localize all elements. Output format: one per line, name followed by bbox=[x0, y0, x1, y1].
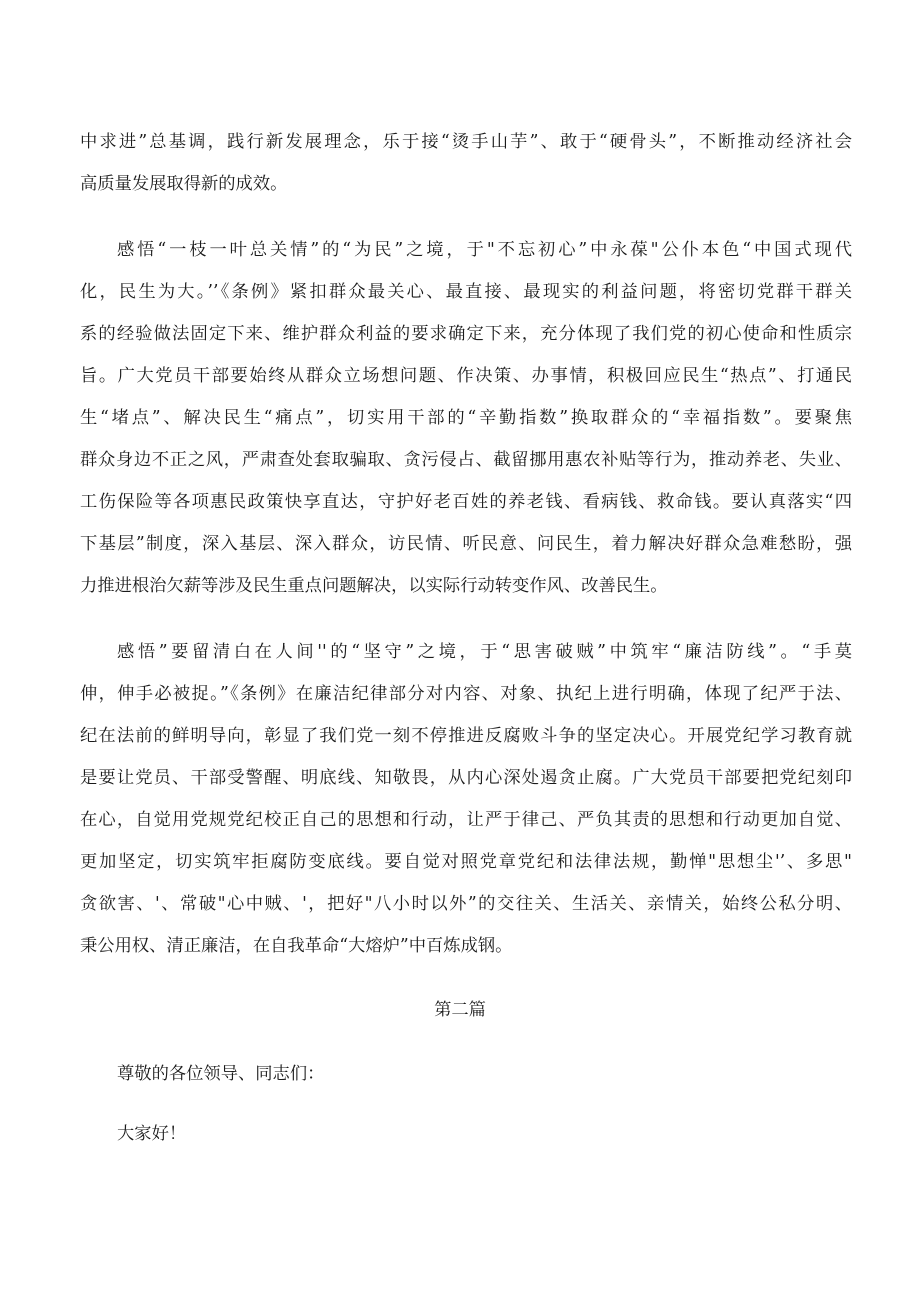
paragraph-3-line-2: 伸，伸手必被捉。”《条例》在廉洁纪律部分对内容、对象、执纪上进行明确，体现了纪严于法、 bbox=[80, 684, 852, 704]
paragraph-2-line-7: 工伤保险等各项惠民政策快享直达，守护好老百姓的养老钱、看病钱、救命钱。要认真落实“四 bbox=[80, 492, 852, 512]
paragraph-1-line-2: 高质量发展取得新的成效。 bbox=[80, 174, 288, 194]
greeting: 大家好！ bbox=[117, 1124, 187, 1144]
paragraph-3-line-3: 纪在法前的鲜明导向，彰显了我们党一刻不停推进反腐败斗争的坚定决心。开展党纪学习教育就 bbox=[80, 726, 852, 746]
paragraph-2-line-9: 力推进根治欠薪等涉及民生重点问题解决，以实际行动转变作风、改善民生。 bbox=[80, 576, 668, 596]
paragraph-2-line-6: 群众身边不正之风，严肃查处套取骗取、贪污侵占、截留挪用惠农补贴等行为，推动养老、失业、 bbox=[80, 450, 852, 470]
paragraph-3-line-8: 秉公用权、清正廉洁，在自我革命“大熔炉”中百炼成钢。 bbox=[80, 936, 513, 956]
paragraph-2-line-1: 感悟“一枝一叶总关情”的“为民”之境，于"不忘初心”中永葆"公仆本色“中国式现代 bbox=[117, 240, 852, 260]
paragraph-2-line-8: 下基层”制度，深入基层、深入群众，访民情、听民意、问民生，着力解决好群众急难愁盼，强 bbox=[80, 534, 852, 554]
paragraph-2-line-4: 旨。广大党员干部要始终从群众立场想问题、作决策、办事情，积极回应民生“热点”、打通民 bbox=[80, 366, 852, 386]
paragraph-3-line-6: 更加坚定，切实筑牢拒腐防变底线。要自觉对照党章党纪和法律法规，勤惮"思想尘'’、多思" bbox=[80, 852, 852, 872]
paragraph-3-line-5: 在心，自觉用党规党纪校正自己的思想和行动，让严于律己、严负其责的思想和行动更加自觉、 bbox=[80, 810, 852, 830]
paragraph-3-line-4: 是要让党员、干部受警醒、明底线、知敬畏，从内心深处遏贪止腐。广大党员干部要把党纪刻印 bbox=[80, 768, 852, 788]
paragraph-2-line-5: 生“堵点”、解决民生“痛点”，切实用干部的“辛勤指数”换取群众的“幸福指数”。要聚焦 bbox=[80, 408, 852, 428]
paragraph-2-line-2: 化，民生为大。’’《条例》紧扣群众最关心、最直接、最现实的利益问题，将密切党群干群关 bbox=[80, 282, 852, 302]
paragraph-1-line-1: 中求进”总基调，践行新发展理念，乐于接“烫手山芋”、敢于“硬骨头”，不断推动经济社会 bbox=[80, 132, 852, 152]
paragraph-3-line-1: 感悟”要留清白在人间''的“坚守”之境，于“思害破贼”中筑牢“廉洁防线”。“手莫 bbox=[117, 642, 852, 662]
paragraph-2-line-3: 系的经验做法固定下来、维护群众利益的要求确定下来，充分体现了我们党的初心使命和性质宗 bbox=[80, 324, 852, 344]
paragraph-3-line-7: 贪欲害、'、常破"心中贼、'，把好"八小时以外”的交往关、生活关、亲情关，始终公私分明、 bbox=[80, 894, 852, 914]
section-title: 第二篇 bbox=[434, 1000, 486, 1020]
salutation: 尊敬的各位领导、同志们： bbox=[117, 1064, 325, 1084]
